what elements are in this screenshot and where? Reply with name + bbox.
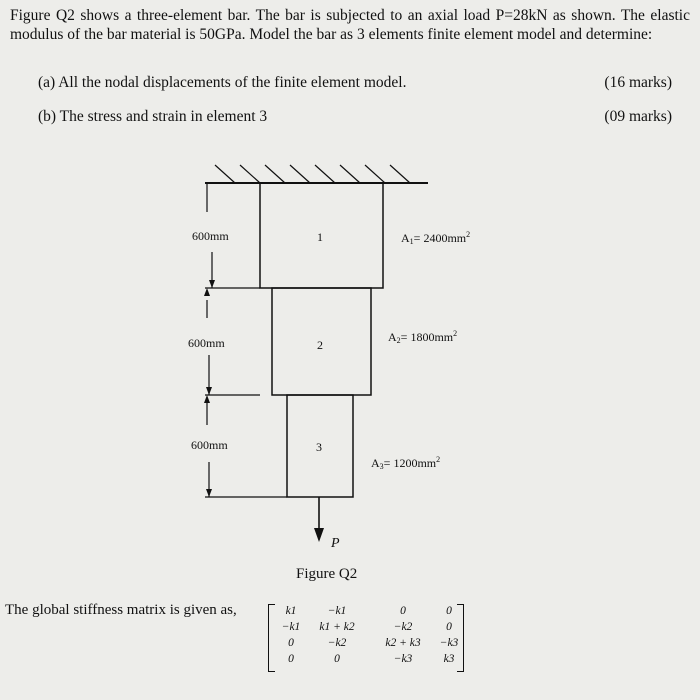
matrix-cell: 0 xyxy=(400,605,406,617)
part-a-marks: (16 marks) xyxy=(604,74,672,91)
question-intro: Figure Q2 shows a three-element bar. The bar is subjected to an axial load P=28kN as shown. The elastic modulus of the bar material is 50GPa. Model the bar as 3 elements finite element model and determine: xyxy=(10,7,690,43)
matrix-cell: −k2 xyxy=(327,637,347,649)
matrix-cell: k1 + k2 xyxy=(319,621,355,633)
matrix-cell: −k3 xyxy=(439,637,459,649)
element-1-length: 600mm xyxy=(192,229,229,243)
figure-caption: Figure Q2 xyxy=(296,566,358,582)
element-1-area: $A_1= 2400mm^2$ xyxy=(401,230,471,246)
part-b-text: (b) The stress and strain in element 3 xyxy=(38,108,268,125)
matrix-cell: 0 xyxy=(288,653,294,665)
matrix-cell: −k1 xyxy=(327,605,347,617)
matrix-cell: −k3 xyxy=(393,653,413,665)
matrix-cell: 0 xyxy=(334,653,340,665)
matrix-row-3 xyxy=(276,637,459,653)
part-b-marks: (09 marks) xyxy=(604,108,672,125)
support-hatching xyxy=(215,165,410,183)
load-label: P xyxy=(331,536,340,551)
element-2-area: $A_2= 1800mm^2$ xyxy=(388,329,458,345)
stiffness-matrix xyxy=(268,604,464,670)
matrix-row-1 xyxy=(276,605,456,621)
matrix-cell: 0 xyxy=(288,637,294,649)
matrix-cell: −k1 xyxy=(281,621,301,633)
element-3-length: 600mm xyxy=(191,438,228,452)
stiffness-text: The global stiffness matrix is given as, xyxy=(5,602,237,618)
element-2-length: 600mm xyxy=(188,336,225,350)
matrix-cell: 0 xyxy=(446,605,452,617)
element-2-number: 2 xyxy=(317,338,323,352)
matrix-cell: −k2 xyxy=(393,621,413,633)
matrix-cell: k2 + k3 xyxy=(385,637,421,649)
matrix-cell: 0 xyxy=(446,621,452,633)
element-3-area: $A_3= 1200mm^2$ xyxy=(371,455,441,471)
part-a-text: (a) All the nodal displacements of the finite element model. xyxy=(38,74,407,91)
matrix-row-2 xyxy=(276,621,456,637)
element-1-number: 1 xyxy=(317,230,323,244)
load-arrowhead xyxy=(314,528,324,542)
matrix-cell: k3 xyxy=(443,653,455,665)
element-3-number: 3 xyxy=(316,440,322,454)
matrix-row-4 xyxy=(276,653,456,669)
matrix-cell: k1 xyxy=(285,605,297,617)
